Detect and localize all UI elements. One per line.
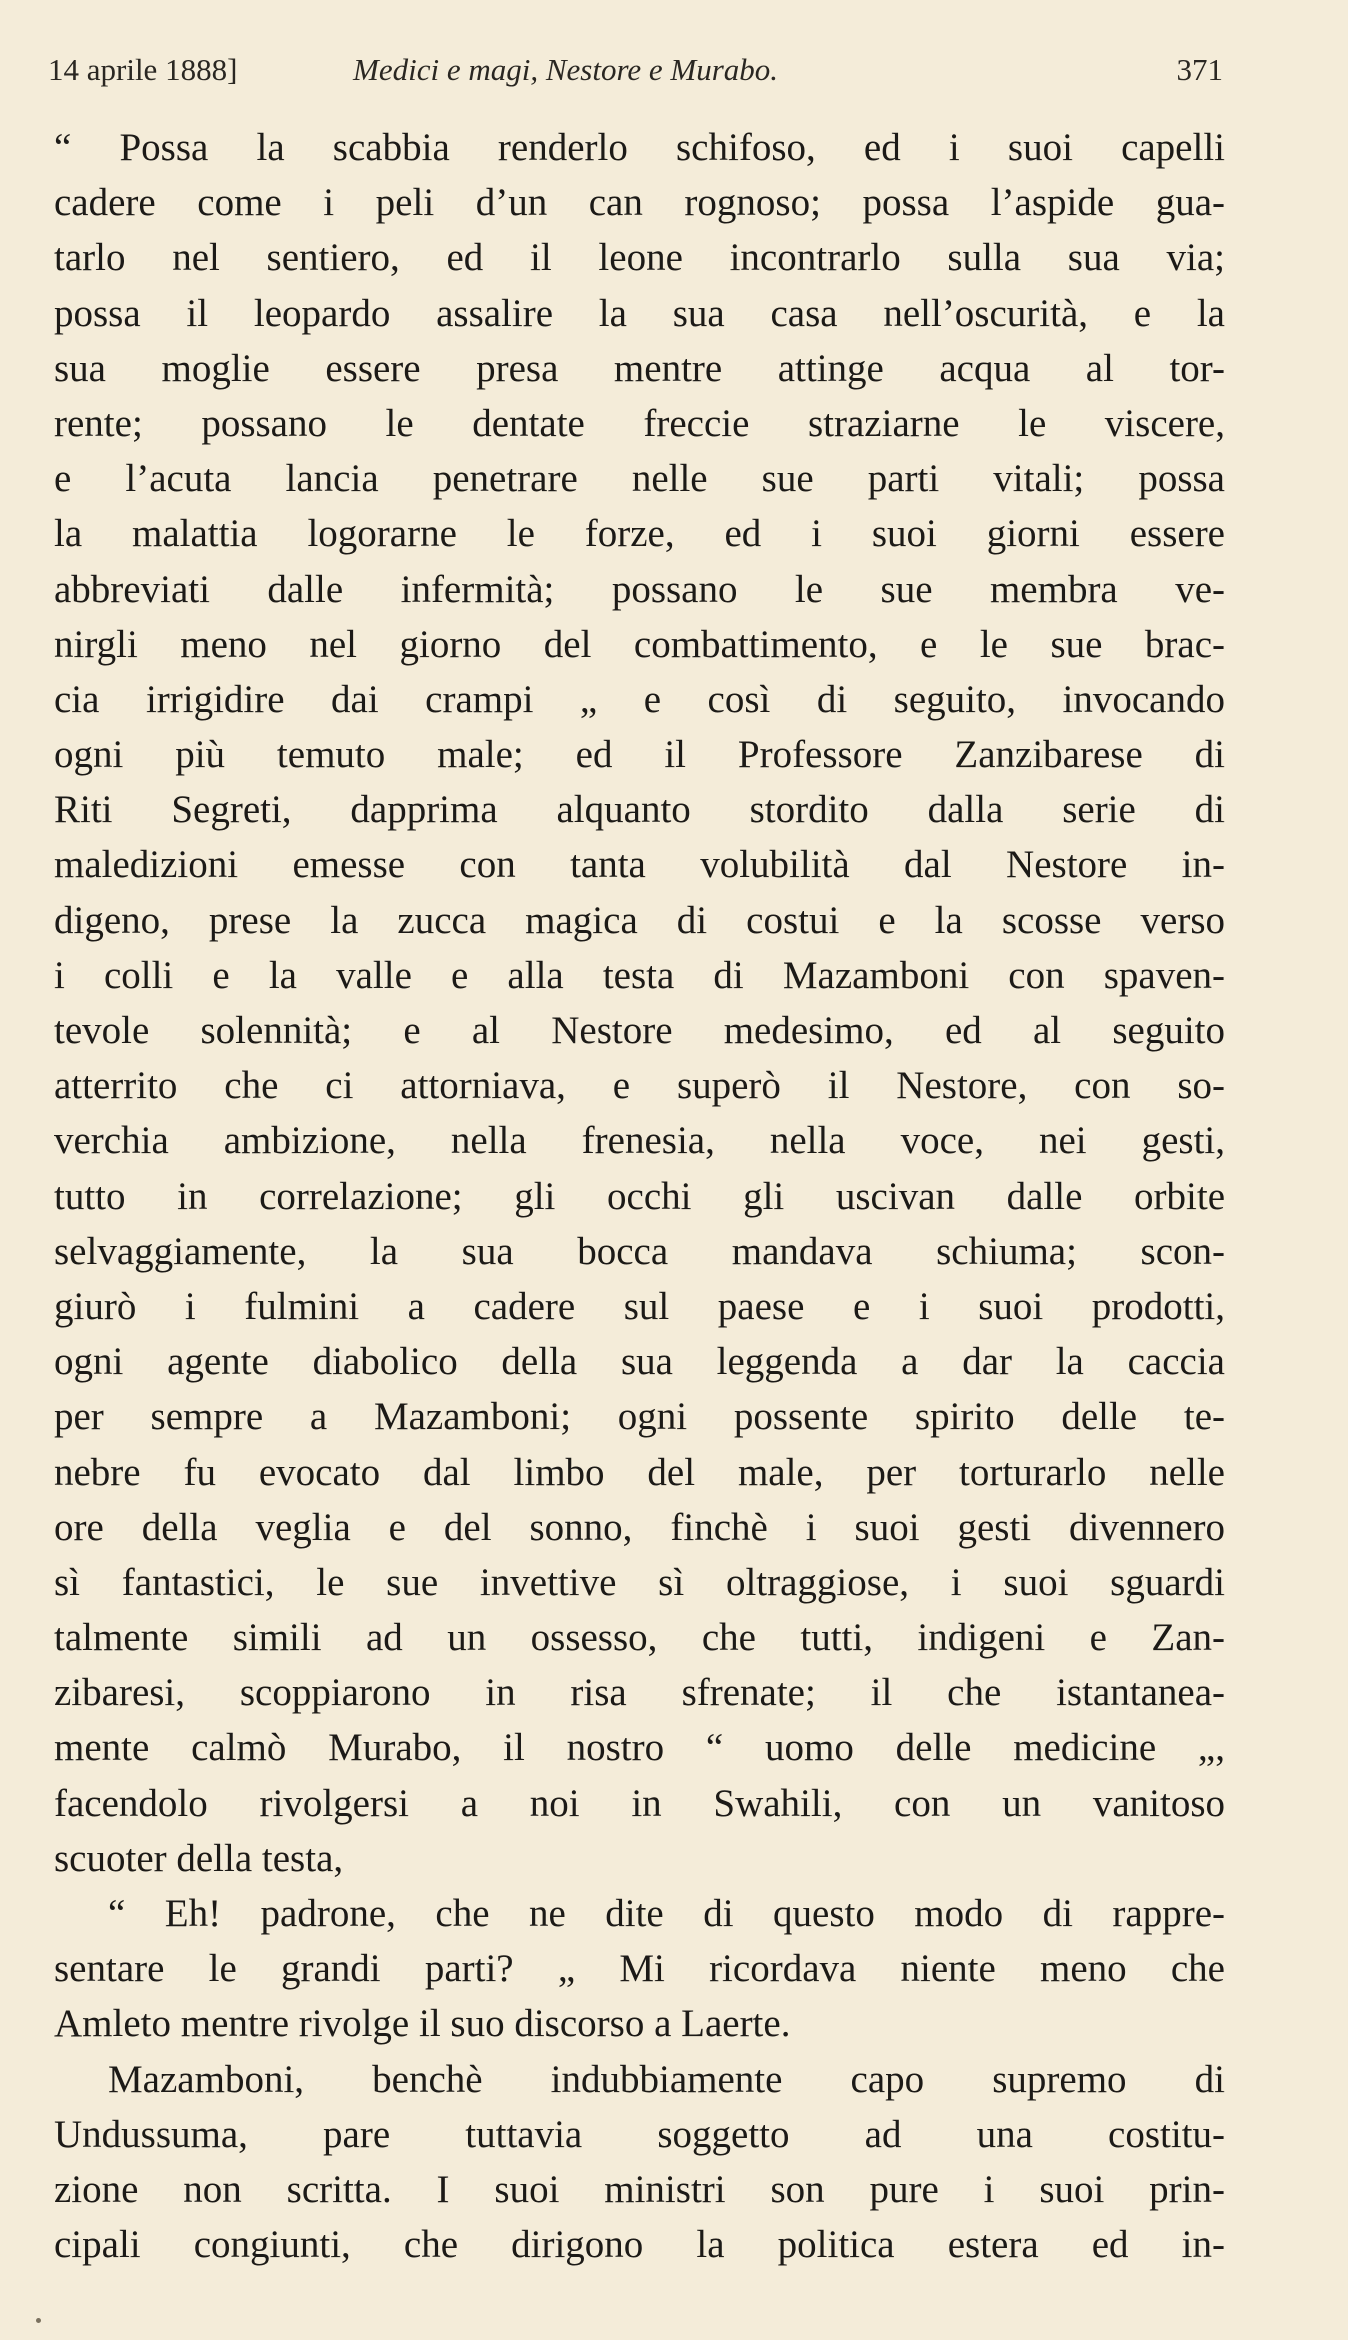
text-line: per sempre a Mazamboni; ogni possente spirito delle te- bbox=[54, 1395, 1225, 1439]
text-line: possa il leopardo assalire la sua casa nell’oscurità, e la bbox=[54, 291, 1225, 335]
text-line: atterrito che ci attorniava, e superò il Nestore, con so- bbox=[54, 1064, 1225, 1108]
text-line: la malattia logorarne le forze, ed i suoi giorni essere bbox=[54, 512, 1225, 556]
text-line: talmente simili ad un ossesso, che tutti, indigeni e Zan- bbox=[54, 1616, 1225, 1660]
text-line: sua moglie essere presa mentre attinge acqua al tor- bbox=[54, 346, 1225, 390]
text-line: maledizioni emesse con tanta volubilità dal Nestore in- bbox=[54, 843, 1225, 887]
text-line: tutto in correlazione; gli occhi gli uscivan dalle orbite bbox=[54, 1174, 1225, 1218]
text-line: “ Possa la scabbia renderlo schifoso, ed i suoi capelli bbox=[54, 126, 1225, 169]
text-line: abbreviati dalle infermità; possano le sue membra ve- bbox=[54, 567, 1225, 611]
text-line: facendolo rivolgersi a noi in Swahili, con un vanitoso bbox=[54, 1781, 1225, 1825]
text-line: scuoter della testa, bbox=[54, 1836, 344, 1880]
text-line: Amleto mentre rivolge il suo discorso a Laerte. bbox=[54, 2002, 791, 2046]
paper-speck bbox=[36, 2318, 41, 2323]
text-line: verchia ambizione, nella frenesia, nella voce, nei gesti, bbox=[54, 1119, 1225, 1163]
text-line: digeno, prese la zucca magica di costui e la scosse verso bbox=[54, 898, 1225, 942]
text-line: Mazamboni, benchè indubbiamente capo supremo di bbox=[108, 2057, 1225, 2101]
chapter-title: Medici e magi, Nestore e Murabo. bbox=[353, 52, 779, 87]
text-line: “ Eh! padrone, che ne dite di questo modo di rappre- bbox=[108, 1892, 1225, 1935]
text-line: ogni agente diabolico della sua leggenda a dar la caccia bbox=[54, 1340, 1225, 1384]
text-line: zibaresi, scoppiarono in risa sfrenate; il che istantanea- bbox=[54, 1671, 1225, 1715]
text-line: Undussuma, pare tuttavia soggetto ad una costitu- bbox=[54, 2112, 1225, 2156]
text-line: tevole solennità; e al Nestore medesimo, ed al seguito bbox=[54, 1009, 1225, 1052]
text-line: selvaggiamente, la sua bocca mandava schiuma; scon- bbox=[54, 1229, 1225, 1273]
running-header bbox=[48, 50, 1223, 90]
issue-date: 14 aprile 1888] bbox=[48, 52, 238, 87]
text-line: ore della veglia e del sonno, finchè i suoi gesti divennero bbox=[54, 1505, 1225, 1549]
page-number: 371 bbox=[1176, 52, 1223, 87]
text-line: nebre fu evocato dal limbo del male, per torturarlo nelle bbox=[54, 1450, 1225, 1494]
text-line: Riti Segreti, dapprima alquanto stordito dalla serie di bbox=[54, 788, 1225, 832]
text-line: zione non scritta. I suoi ministri son pure i suoi prin- bbox=[54, 2167, 1225, 2211]
text-line: ogni più temuto male; ed il Professore Zanzibarese di bbox=[54, 733, 1225, 777]
body-text bbox=[54, 120, 1225, 2272]
text-line: rente; possano le dentate freccie straziarne le viscere, bbox=[54, 401, 1225, 445]
text-line: e l’acuta lancia penetrare nelle sue parti vitali; possa bbox=[54, 457, 1225, 501]
text-line: tarlo nel sentiero, ed il leone incontrarlo sulla sua via; bbox=[54, 236, 1225, 280]
text-line: sentare le grandi parti? „ Mi ricordava niente meno che bbox=[54, 1947, 1225, 1991]
text-line: i colli e la valle e alla testa di Mazamboni con spaven- bbox=[54, 953, 1225, 997]
text-line: cipali congiunti, che dirigono la politica estera ed in- bbox=[54, 2223, 1225, 2267]
text-line: giurò i fulmini a cadere sul paese e i suoi prodotti, bbox=[54, 1284, 1225, 1328]
text-line: nirgli meno nel giorno del combattimento, e le sue brac- bbox=[54, 622, 1225, 666]
text-line: sì fantastici, le sue invettive sì oltraggiose, i suoi sguardi bbox=[54, 1560, 1225, 1604]
text-line: mente calmò Murabo, il nostro “ uomo delle medicine „, bbox=[54, 1726, 1225, 1770]
text-line: cadere come i peli d’un can rognoso; possa l’aspide gua- bbox=[54, 181, 1225, 225]
text-line: cia irrigidire dai crampi „ e così di seguito, invocando bbox=[54, 677, 1225, 721]
